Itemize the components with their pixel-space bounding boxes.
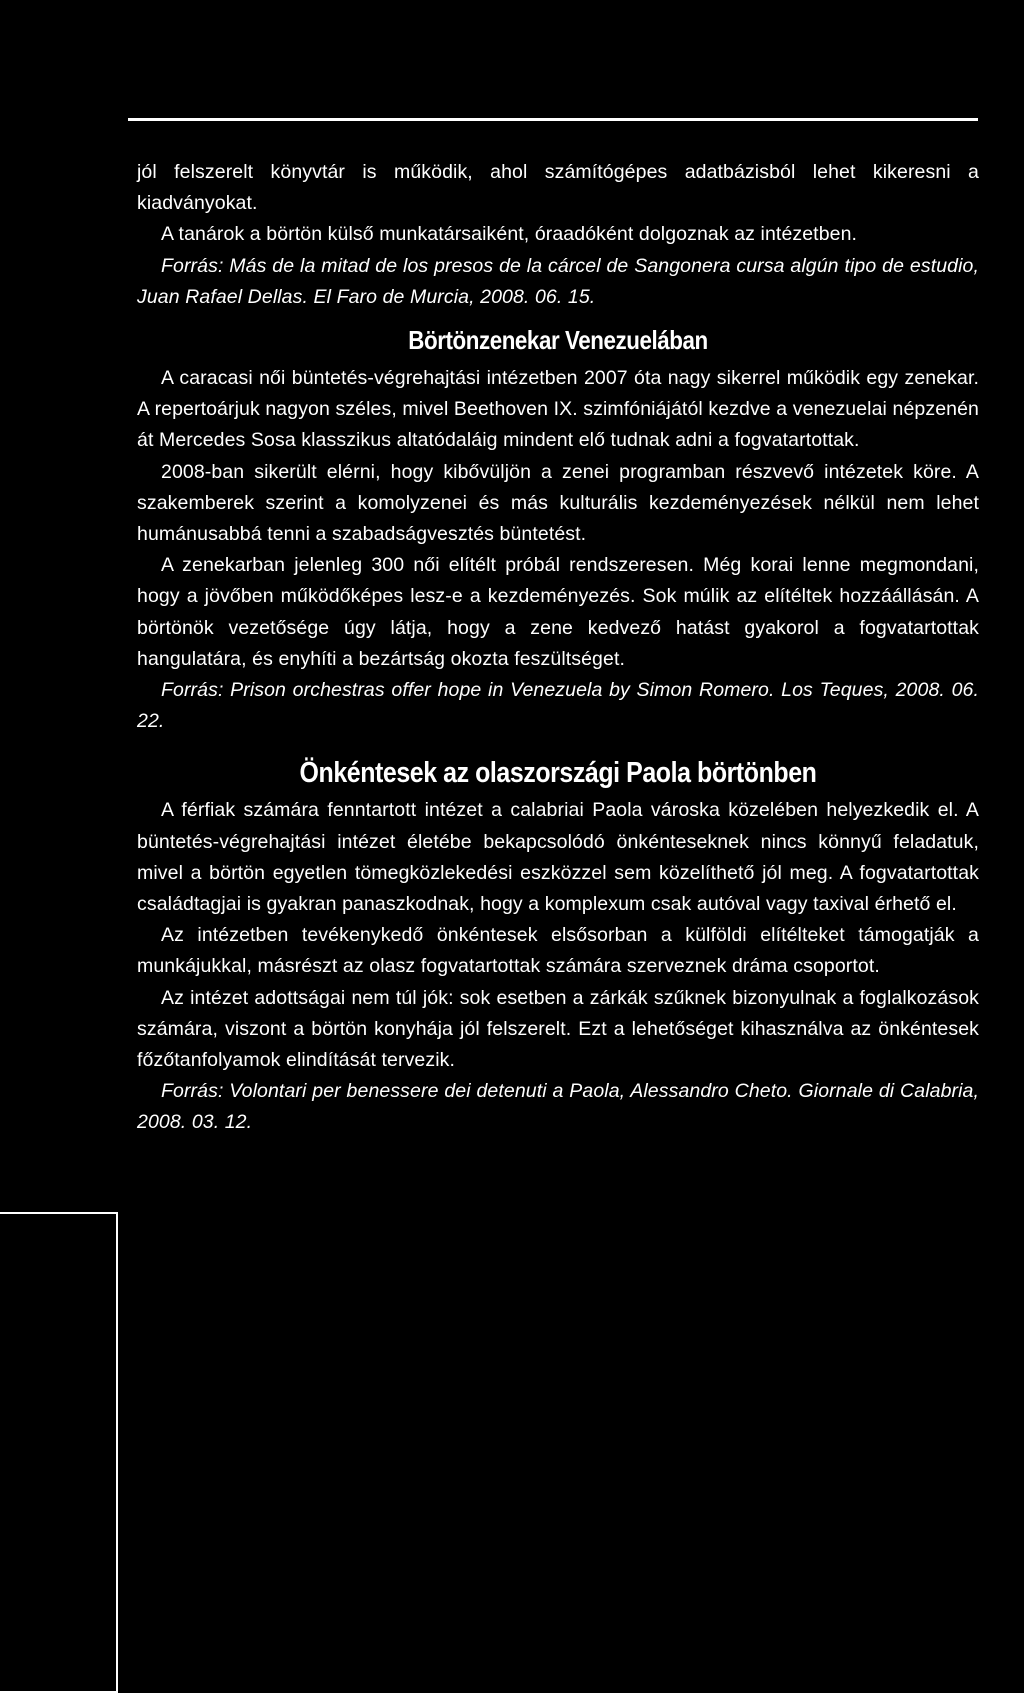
paola-paragraph-2: Az intézetben tevékenykedő önkéntesek elsősorban a külföldi elítélteket támogatják a munkájukkal, másrészt az olasz fogvatartottak számára szerveznek dráma csoportot. (137, 924, 979, 978)
top-rule (128, 118, 978, 121)
paola-paragraph-3: Az intézet adottságai nem túl jók: sok esetben a zárkák szűknek bizonyulnak a foglalkozások számára, viszont a börtön konyhája jól felszerelt. Ezt a lehetőséget kihasználva az önkéntesek főzőtanfolyamok elindítását tervezik. (137, 986, 979, 1072)
intro-paragraph-2: A tanárok a börtön külső munkatársaiként, óraadóként dolgoznak az intézetben. (161, 223, 858, 246)
section-heading-paola: Önkéntesek az olaszországi Paola börtönben (299, 757, 817, 790)
corner-frame (0, 1212, 118, 1693)
paola-paragraph-1: A férfiak számára fenntartott intézet a calabriai Paola városka közelében helyezkedik el. A büntetés-végrehajtási intézet életébe bekapcsolódó önkénteseknek nincs könnyű feladatuk, mivel a börtön egyetlen tömegközlekedési eszközzel sem közelíthető jól meg. A fogvatartottak családtagjai is gyakran panaszkodnak, hogy a komplexum csak autóval vagy taxival érhető el. (137, 799, 979, 916)
intro-source: Forrás: Más de la mitad de los presos de la cárcel de Sangonera cursa algún tipo de estudio, Juan Rafael Dellas. El Faro de Murcia, 2008. 06. 15. (137, 254, 979, 308)
section-heading-venezuela: Börtönzenekar Venezuelában (408, 325, 708, 356)
venezuela-paragraph-2: 2008-ban sikerült elérni, hogy kibővüljön a zenei programban részvevő intézetek köre. A szakemberek szerint a komolyzenei és más kulturális kezdeményezések nélkül nem lehet humánusabbá tenni a szabadságvesztés büntetést. (137, 460, 979, 546)
intro-paragraph-1: jól felszerelt könyvtár is működik, ahol számítógépes adatbázisból lehet kikeresni a kiadványokat. (137, 161, 979, 215)
page-content (137, 157, 979, 1139)
venezuela-paragraph-1: A caracasi női büntetés-végrehajtási intézetben 2007 óta nagy sikerrel működik egy zenekar. A repertoárjuk nagyon széles, mivel Beethoven IX. szimfóniájától kezdve a venezuelai népzenén át Mercedes Sosa klasszikus altatódaláig mindent elő tudnak adni a fogvatartottak. (137, 367, 979, 452)
paola-source: Forrás: Volontari per benessere dei detenuti a Paola, Alessandro Cheto. Giornale di Calabria, 2008. 03. 12. (137, 1080, 979, 1134)
venezuela-paragraph-3: A zenekarban jelenleg 300 női elítélt próbál rendszeresen. Még korai lenne megmondani, hogy a jövőben működőképes lesz-e a kezdeményezés. Sok múlik az elítéltek hozzáállásán. A börtönök vezetősége úgy látja, hogy a zene kedvező hatást gyakorol a fogvatartottak hangulatára, és enyhíti a bezártság okozta feszültséget. (137, 554, 979, 670)
venezuela-source: Forrás: Prison orchestras offer hope in Venezuela by Simon Romero. Los Teques, 2008. 06. 22. (137, 679, 979, 733)
